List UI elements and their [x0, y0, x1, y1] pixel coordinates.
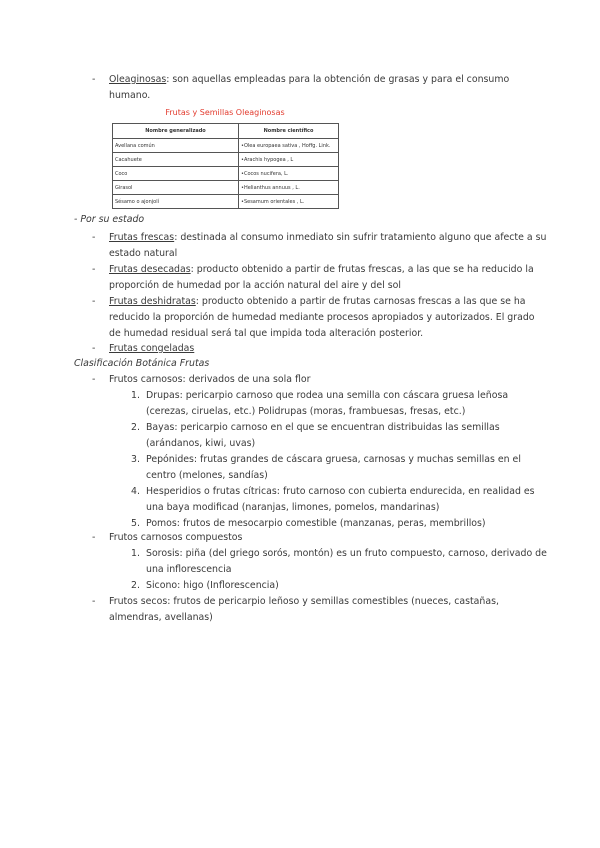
peponides-line-1: Pepónides: frutas grandes de cáscara gruesa, carnosas y muchas semillas en el [146, 454, 521, 465]
frescas-line-2: estado natural [109, 248, 178, 259]
oleaginosas-table [112, 123, 339, 209]
oleaginosas-line-2: humano. [109, 90, 151, 101]
list-number: 1. [131, 548, 140, 559]
sicono-line: Sicono: higo (Inflorescencia) [146, 580, 279, 591]
bayas-line-2: (arándanos, kiwi, uvas) [146, 438, 256, 449]
table-row [113, 153, 339, 167]
table-row [113, 181, 339, 195]
desecadas-line-2: proporción de humedad por la acción natural del aire y del sol [109, 280, 401, 291]
hesperidios-line-2: una baya modificad (naranjas, limones, pomelos, mandarinas) [146, 502, 440, 513]
oleaginosas-term: Oleaginosas [109, 74, 167, 85]
section-heading-estado: - Por su estado [74, 214, 145, 225]
secos-line-1: Frutos secos: frutos de pericarpio leñoso y semillas comestibles (nueces, castañas, [109, 596, 499, 607]
drupas-line-2: (cerezas, ciruelas, etc.) Polidrupas (moras, frambuesas, fresas, etc.) [146, 406, 466, 417]
table-cell: Sésamo o ajonjolí [113, 195, 239, 209]
frescas-line-1: Frutas frescas: destinada al consumo inmediato sin sufrir tratamiento alguno que afecte a su [109, 232, 547, 243]
table-cell: •Cocos nucifera, L. [239, 167, 339, 181]
bayas-line-1: Bayas: pericarpio carnoso en el que se encuentran distribuidas las semillas [146, 422, 500, 433]
list-number: 5. [131, 518, 140, 529]
table-cell: Cacahuete [113, 153, 239, 167]
bullet-dash: - [92, 232, 96, 243]
table-row [113, 195, 339, 209]
deshidratas-line-3: de humedad residual será tal que impida toda alteración posterior. [109, 328, 424, 339]
bullet-dash: - [92, 374, 96, 385]
list-number: 1. [131, 390, 140, 401]
list-number: 3. [131, 454, 140, 465]
congeladas-line: Frutas congeladas [109, 343, 195, 354]
drupas-line-1: Drupas: pericarpio carnoso que rodea una semilla con cáscara gruesa leñosa [146, 390, 509, 401]
section-heading-clasificacion: Clasificación Botánica Frutas [74, 358, 210, 369]
table-cell: Girasol [113, 181, 239, 195]
table-title: Frutas y Semillas Oleaginosas [165, 108, 285, 117]
deshidratas-line-2: reducido la proporción de humedad mediante procesos apropiados y autorizados. El grado [109, 312, 535, 323]
bullet-dash: - [92, 596, 96, 607]
table-cell: Coco [113, 167, 239, 181]
peponides-line-2: centro (melones, sandías) [146, 470, 268, 481]
table-cell: •Helianthus annuus , L. [239, 181, 339, 195]
table-header-row [113, 124, 339, 139]
pomos-line: Pomos: frutos de mesocarpio comestible (manzanas, peras, membrillos) [146, 518, 486, 529]
desecadas-line-1: Frutas desecadas: producto obtenido a partir de frutas frescas, a las que se ha reducido la [109, 264, 534, 275]
table-cell: •Olea europaea sativa , Hoffg. Link. [239, 139, 339, 153]
table-cell: •Sesamum orientales , L. [239, 195, 339, 209]
bullet-dash: - [92, 296, 96, 307]
table-cell: •Arachis hypogea , L [239, 153, 339, 167]
hesperidios-line-1: Hesperidios o frutas cítricas: fruto carnoso con cubierta endurecida, en realidad es [146, 486, 535, 497]
table-row [113, 167, 339, 181]
bullet-dash: - [92, 343, 96, 354]
table-header: Nombre científico [239, 124, 339, 139]
sorosis-line-2: una inflorescencia [146, 564, 232, 575]
list-number: 2. [131, 422, 140, 433]
bullet-dash: - [92, 74, 96, 85]
table-header: Nombre generalizado [113, 124, 239, 139]
deshidratas-line-1: Frutas deshidratas: producto obtenido a partir de frutas carnosas frescas a las que se ha [109, 296, 526, 307]
table-row [113, 139, 339, 153]
compuestos-label: Frutos carnosos compuestos [109, 532, 243, 543]
table-cell: Avellana común [113, 139, 239, 153]
bullet-dash: - [92, 264, 96, 275]
oleaginosas-line-1: Oleaginosas: son aquellas empleadas para la obtención de grasas y para el consumo [109, 74, 510, 85]
bullet-dash: - [92, 532, 96, 543]
list-number: 2. [131, 580, 140, 591]
list-number: 4. [131, 486, 140, 497]
carnosos-label: Frutos carnosos: derivados de una sola flor [109, 374, 311, 385]
sorosis-line-1: Sorosis: piña (del griego sorós, montón) es un fruto compuesto, carnoso, derivado de [146, 548, 547, 559]
secos-line-2: almendras, avellanas) [109, 612, 213, 623]
